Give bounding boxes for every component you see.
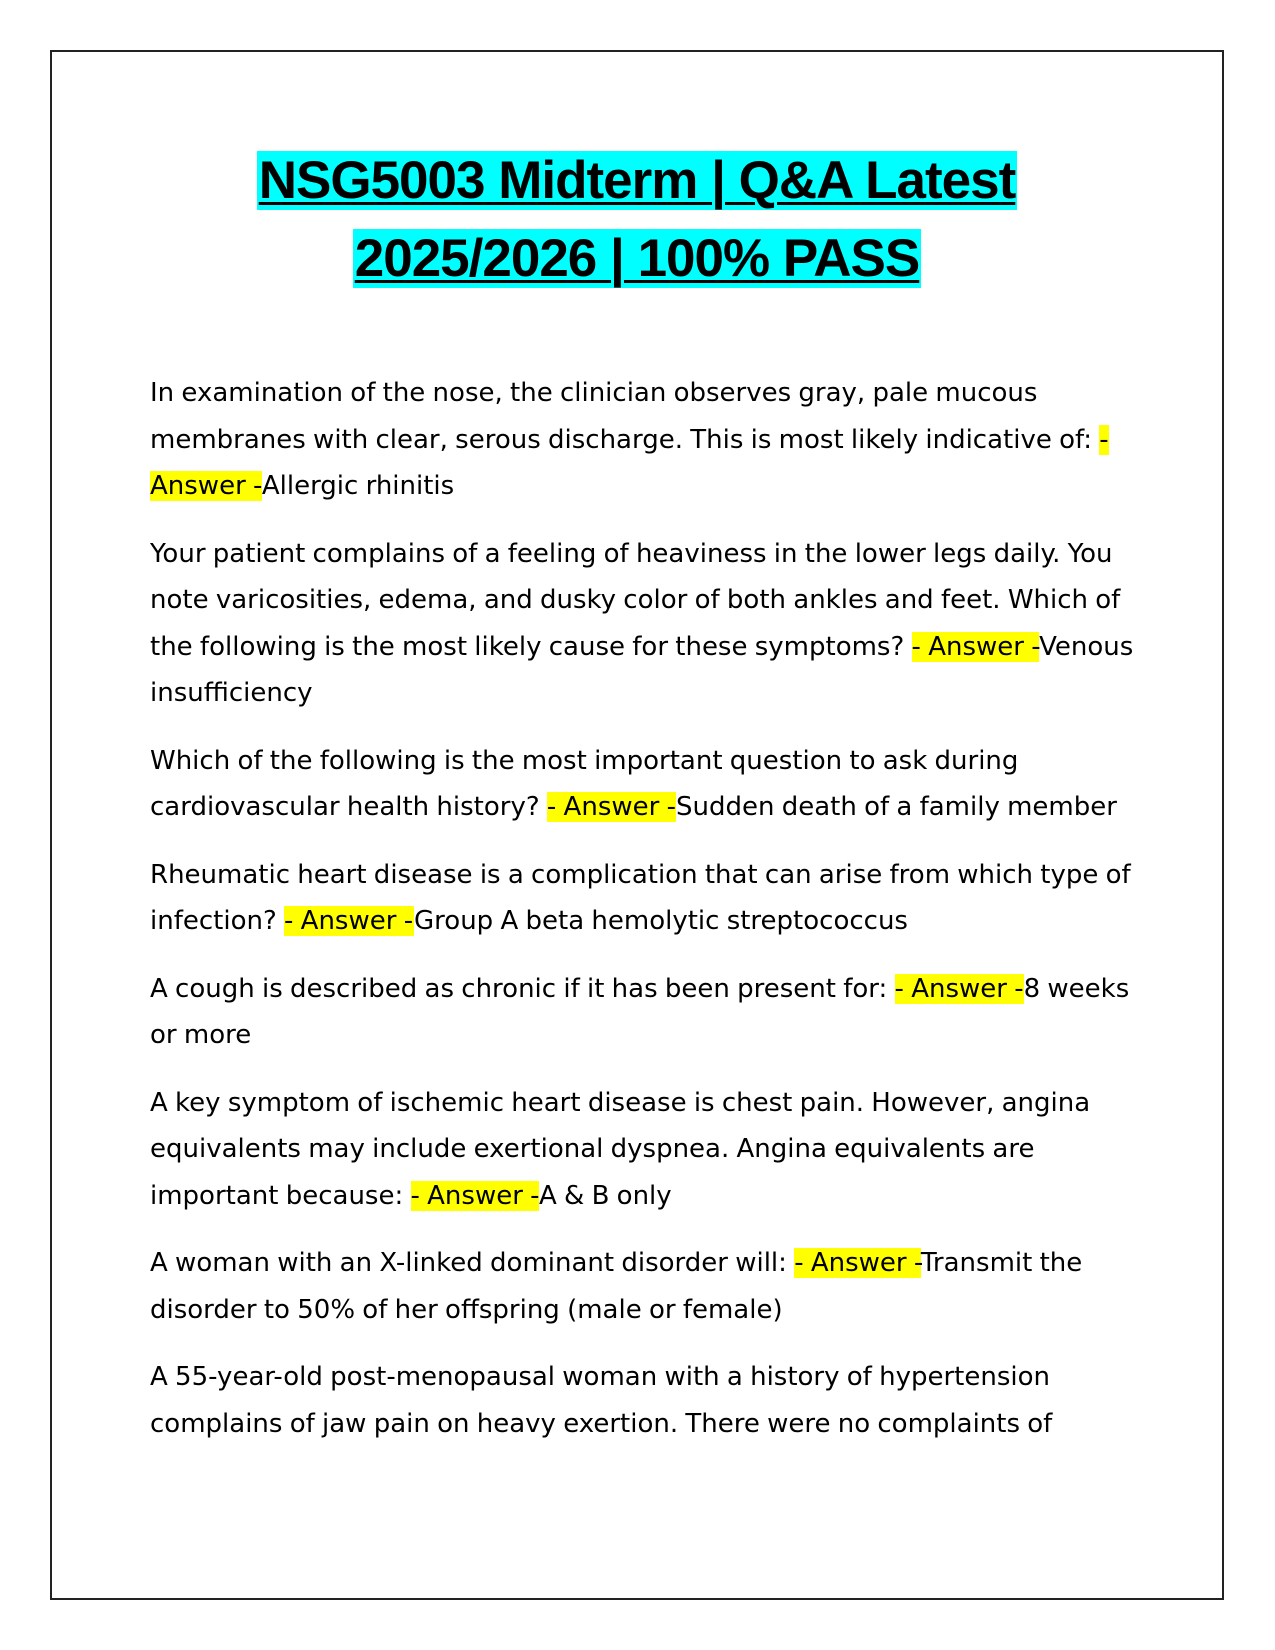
question-text: Rheumatic heart disease is a complication that can arise from which type of infection? [150,859,1131,936]
answer-marker: - Answer - [284,906,415,936]
answer-text: Transmit the disorder to 50% of her offspring (male or female) [150,1248,1083,1325]
answer-text: 8 weeks or more [150,973,1130,1050]
answer-marker: - Answer - [794,1248,921,1278]
title-line-2 [50,220,1224,298]
qa-item [150,966,1150,1059]
question-text: A key symptom of ischemic heart disease is chest pain. However, angina equivalents may include exertional dyspnea. Angina equivalents are important because: [150,1087,1091,1211]
title-line-1-text: NSG5003 Midterm | Q&A Latest [258,151,1016,210]
answer-text: Venous insufficiency [150,631,1134,708]
qa-item [150,1240,1150,1333]
qa-item [150,1080,1150,1220]
answer-text: Allergic rhinitis [261,471,455,501]
title-line-1 [50,142,1224,220]
qa-list [150,370,1150,1468]
question-text: Which of the following is the most important question to ask during cardiovascular health history? [150,745,1019,822]
answer-text: Sudden death of a family member [675,792,1117,822]
question-text: In examination of the nose, the clinician observes gray, pale mucous membranes with clear, serous discharge. This is most likely indicative of: [150,378,1100,455]
answer-marker: - Answer - [894,973,1024,1004]
answer-text: A & B only [538,1180,672,1211]
question-text: A cough is described as chronic if it has been present for: [150,973,895,1004]
answer-marker: - Answer - [410,1180,539,1211]
answer-marker: - Answer - [911,631,1040,662]
title-line-2-text: 2025/2026 | 100% PASS [354,229,920,288]
question-text: A 55-year-old post-menopausal woman with a history of hypertension complains of jaw pain on heavy exertion. There were no complaints of [150,1362,1053,1439]
qa-item [150,738,1150,831]
answer-marker: - Answer - [150,424,1109,501]
qa-item [150,531,1150,717]
qa-item [150,370,1150,510]
question-text: Your patient complains of a feeling of heaviness in the lower legs daily. You note varicosities, edema, and dusky color of both ankles and feet. Which of the following is the most likely cause for these symptoms? [150,538,1121,662]
answer-text: Group A beta hemolytic streptococcus [414,906,908,936]
question-text: A woman with an X-linked dominant disorder will: [150,1248,795,1278]
document-title [50,142,1224,298]
qa-item [150,852,1150,945]
qa-item-partial [150,1354,1150,1447]
answer-marker: - Answer - [546,792,676,822]
